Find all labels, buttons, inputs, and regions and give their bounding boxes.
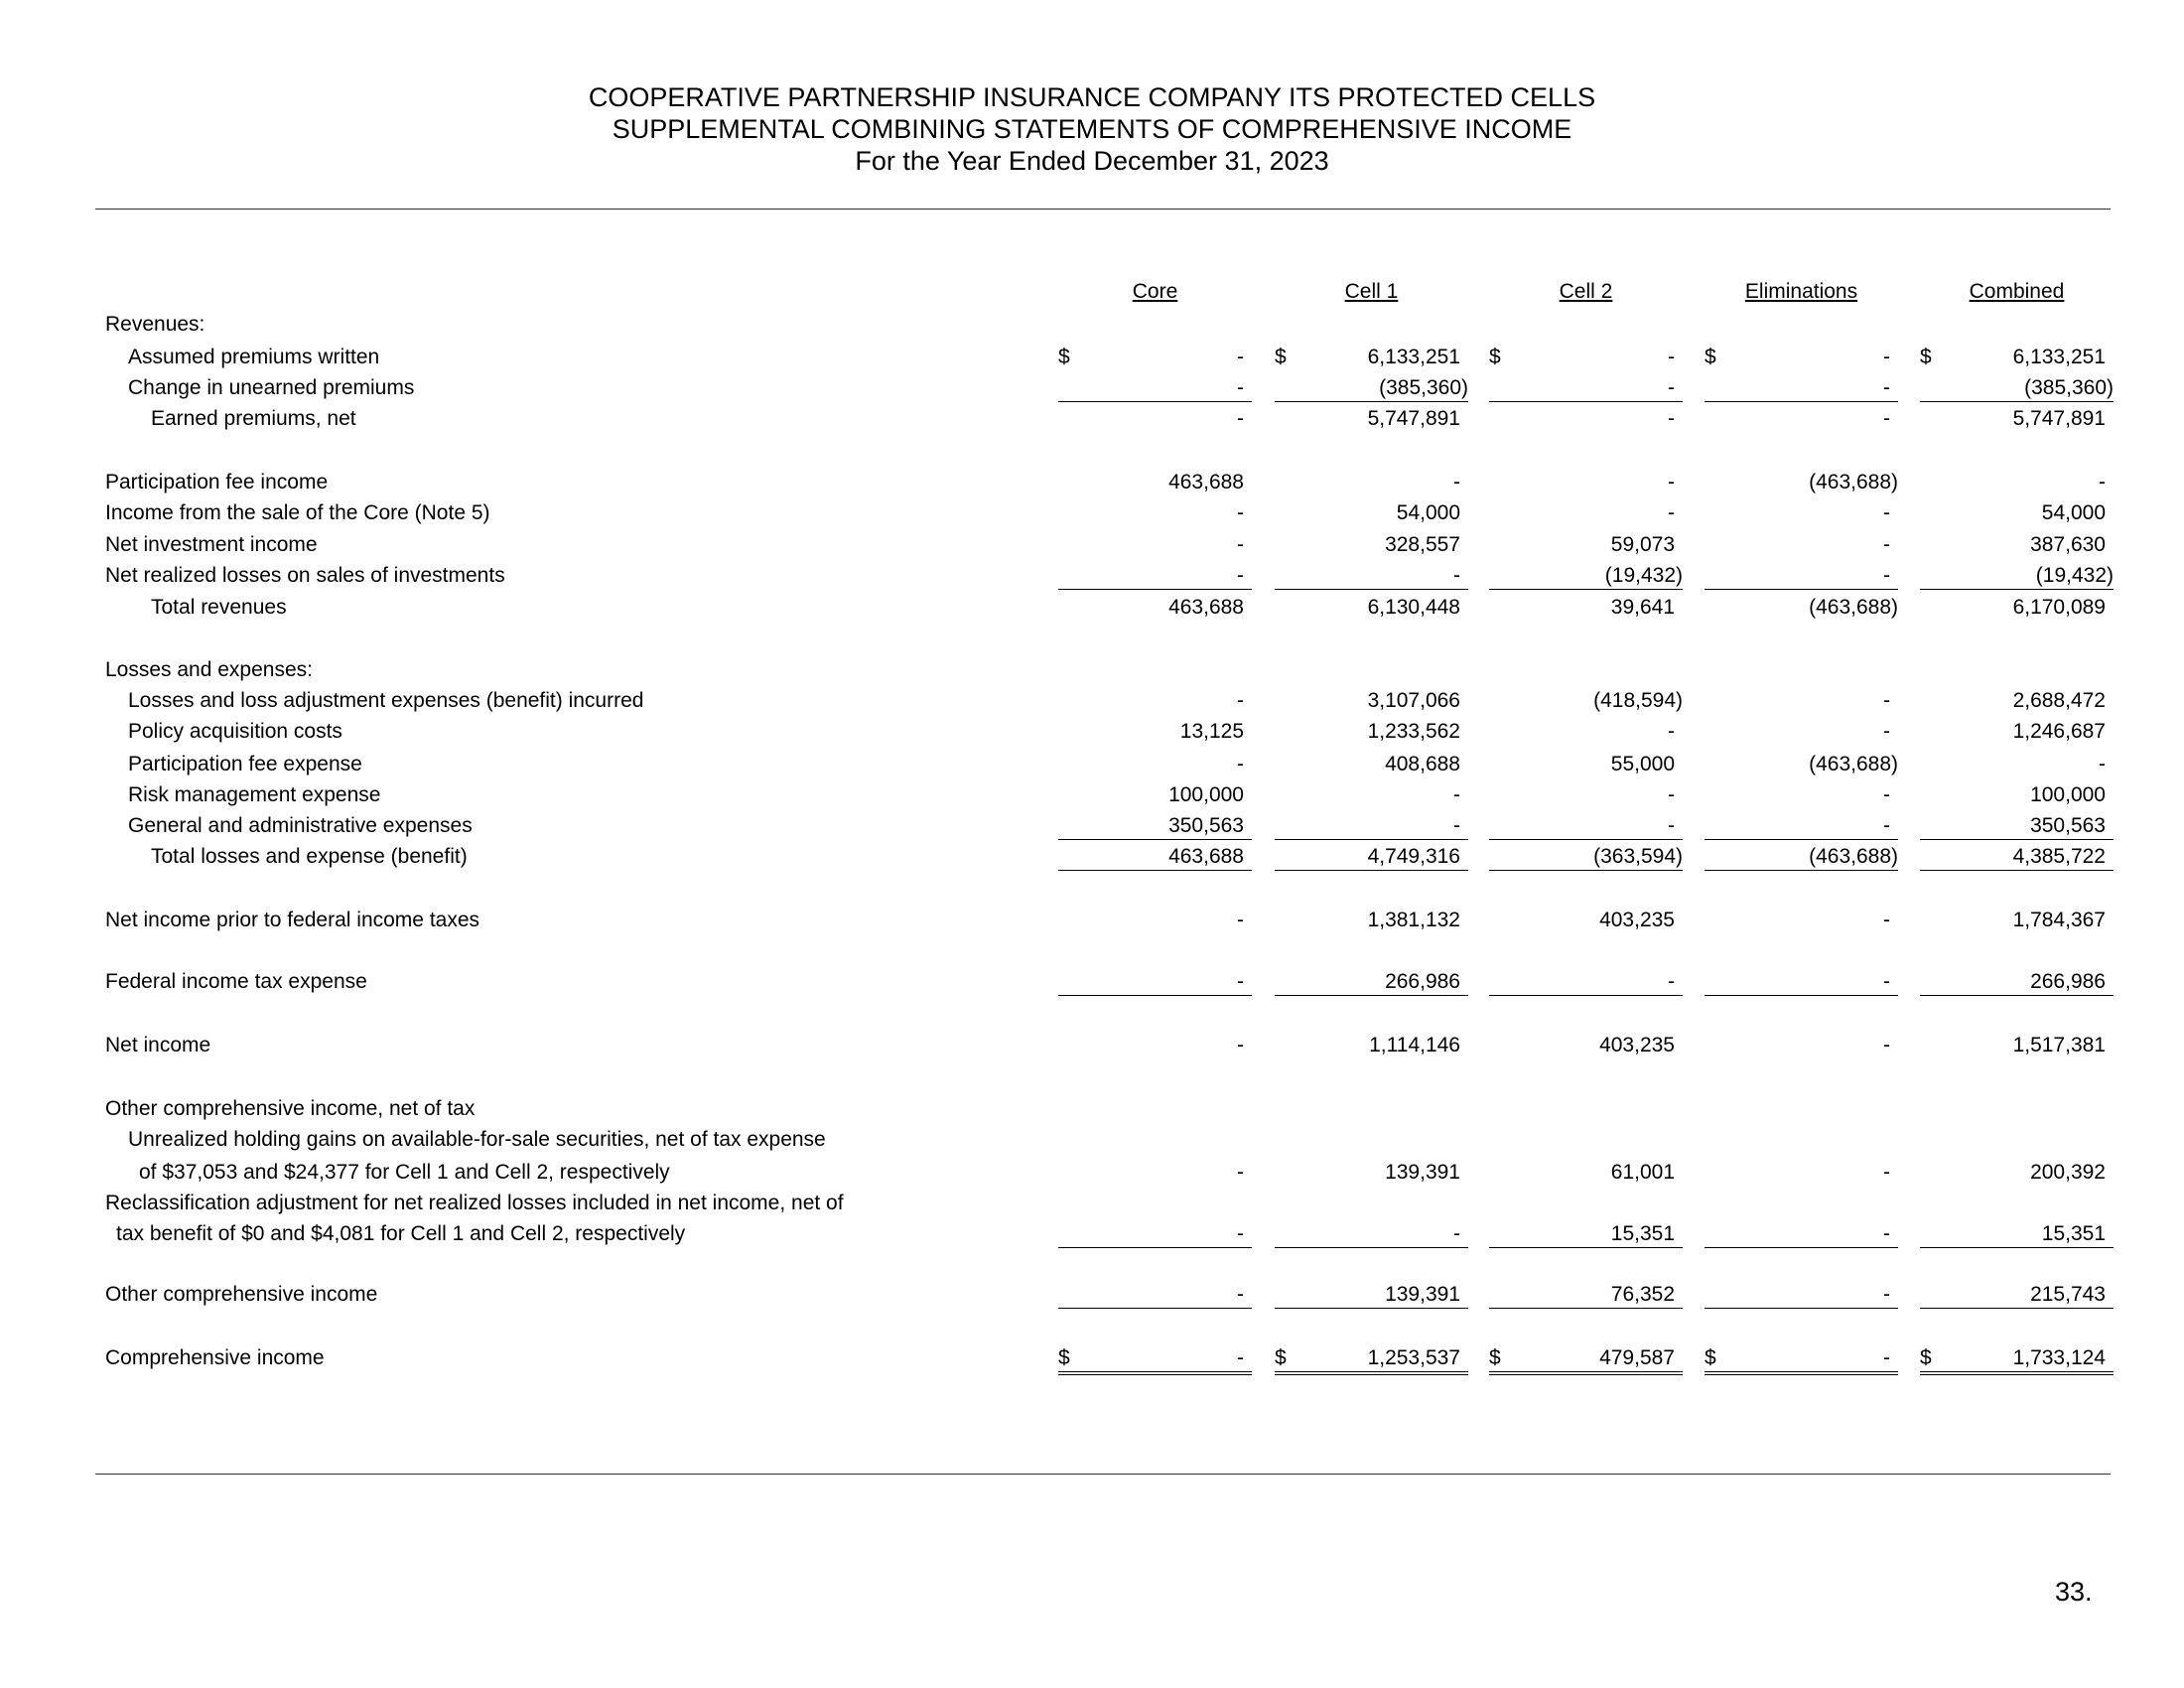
row-label: Risk management expense xyxy=(128,782,381,806)
cell-eliminations xyxy=(1705,844,1898,871)
row-label: of $37,053 and $24,377 for Cell 1 and Cell 2, respectively xyxy=(139,1160,670,1184)
row-label: Participation fee expense xyxy=(128,752,362,775)
cell-value: - xyxy=(1237,376,1244,400)
currency-symbol: $ xyxy=(1920,1345,1932,1369)
statement-row xyxy=(0,595,2184,621)
cell-combined xyxy=(1920,500,2114,526)
cell-core xyxy=(1058,688,1252,714)
cell-value: - xyxy=(1237,752,1244,775)
cell-value: 350,563 xyxy=(1168,814,1244,838)
cell-cell-2 xyxy=(1489,969,1683,996)
cell-value: 1,733,124 xyxy=(2012,1345,2106,1369)
currency-symbol: $ xyxy=(1489,346,1501,369)
statement-row xyxy=(0,1096,2184,1122)
cell-value: - xyxy=(1237,1160,1244,1184)
cell-value: 350,563 xyxy=(2030,814,2106,838)
cell-core xyxy=(1058,1345,1252,1375)
row-label: Other comprehensive income, net of tax xyxy=(105,1096,476,1120)
row-label: tax benefit of $0 and $4,081 for Cell 1 and Cell 2, respectively xyxy=(116,1222,686,1246)
cell-value: 403,235 xyxy=(1599,909,1675,932)
cell-value: - xyxy=(1237,501,1244,525)
cell-core xyxy=(1058,595,1252,621)
cell-value: - xyxy=(1883,376,1890,400)
cell-eliminations xyxy=(1705,752,1898,777)
cell-value: - xyxy=(1237,970,1244,994)
cell-value: - xyxy=(1237,532,1244,556)
cell-core xyxy=(1058,500,1252,526)
cell-core xyxy=(1058,532,1252,558)
cell-combined xyxy=(1920,595,2114,621)
cell-cell-2 xyxy=(1489,345,1683,370)
cell-value: 266,986 xyxy=(2030,970,2106,994)
cell-value: 387,630 xyxy=(2030,532,2106,556)
cell-value: - xyxy=(1237,563,1244,587)
cell-combined xyxy=(1920,563,2114,590)
cell-combined xyxy=(1920,1033,2114,1058)
statement-row xyxy=(0,406,2184,432)
cell-cell-2 xyxy=(1489,719,1683,745)
report-title-period: For the Year Ended December 31, 2023 xyxy=(855,146,1329,176)
cell-value: - xyxy=(1453,814,1460,838)
report-title-statement: SUPPLEMENTAL COMBINING STATEMENTS OF COMPREHENSIVE INCOME xyxy=(612,114,1572,144)
row-label: Net income prior to federal income taxes xyxy=(105,909,480,932)
cell-value: 4,749,316 xyxy=(1367,845,1460,869)
statement-row xyxy=(0,657,2184,683)
cell-value: 200,392 xyxy=(2030,1160,2106,1184)
cell-value: 139,391 xyxy=(1385,1283,1460,1307)
cell-value: - xyxy=(2099,752,2106,775)
currency-symbol: $ xyxy=(1275,1345,1287,1369)
cell-cell-2 xyxy=(1489,844,1683,871)
statement-row xyxy=(0,345,2184,370)
cell-cell-1 xyxy=(1275,844,1468,871)
cell-value: - xyxy=(1668,814,1675,838)
cell-value: - xyxy=(1883,782,1890,806)
cell-value: (19,432) xyxy=(2035,563,2114,587)
cell-value: - xyxy=(1237,407,1244,431)
cell-value: - xyxy=(1883,1222,1890,1246)
row-label: Revenues: xyxy=(105,313,205,337)
cell-eliminations xyxy=(1705,375,1898,402)
column-header: Cell 2 xyxy=(1559,280,1613,303)
cell-value: 6,133,251 xyxy=(1367,346,1460,369)
cell-value: 15,351 xyxy=(1610,1222,1675,1246)
cell-cell-1 xyxy=(1275,345,1468,370)
cell-cell-1 xyxy=(1275,688,1468,714)
top-divider xyxy=(95,209,2111,210)
cell-cell-2 xyxy=(1489,752,1683,777)
cell-value: - xyxy=(1237,688,1244,712)
cell-value: 403,235 xyxy=(1599,1034,1675,1057)
currency-symbol: $ xyxy=(1920,346,1932,369)
row-label: Net investment income xyxy=(105,532,318,556)
cell-value: - xyxy=(1883,814,1890,838)
row-label: Other comprehensive income xyxy=(105,1283,378,1307)
cell-cell-1 xyxy=(1275,406,1468,432)
cell-value: (19,432) xyxy=(1604,563,1683,587)
row-label: Participation fee income xyxy=(105,471,329,494)
cell-eliminations xyxy=(1705,719,1898,745)
cell-value: - xyxy=(1237,346,1244,369)
cell-eliminations xyxy=(1705,969,1898,996)
cell-value: (363,594) xyxy=(1593,845,1683,869)
cell-value: - xyxy=(1668,346,1675,369)
row-label: Net realized losses on sales of investments xyxy=(105,563,505,587)
cell-cell-2 xyxy=(1489,406,1683,432)
cell-cell-2 xyxy=(1489,375,1683,402)
cell-cell-2 xyxy=(1489,595,1683,621)
row-label: Net income xyxy=(105,1034,211,1057)
cell-value: 1,253,537 xyxy=(1367,1345,1460,1369)
row-label: Assumed premiums written xyxy=(128,346,380,369)
cell-value: 3,107,066 xyxy=(1367,688,1460,712)
cell-value: 13,125 xyxy=(1179,720,1244,744)
cell-combined xyxy=(1920,345,2114,370)
cell-cell-1 xyxy=(1275,719,1468,745)
cell-eliminations xyxy=(1705,688,1898,714)
cell-cell-2 xyxy=(1489,563,1683,590)
currency-symbol: $ xyxy=(1275,346,1287,369)
cell-value: 408,688 xyxy=(1385,752,1460,775)
cell-core xyxy=(1058,470,1252,495)
row-label: Income from the sale of the Core (Note 5) xyxy=(105,501,490,525)
cell-eliminations xyxy=(1705,500,1898,526)
statement-row xyxy=(0,844,2184,870)
cell-cell-2 xyxy=(1489,532,1683,558)
cell-core xyxy=(1058,844,1252,871)
cell-value: 266,986 xyxy=(1385,970,1460,994)
cell-value: 1,517,381 xyxy=(2012,1034,2106,1057)
cell-cell-1 xyxy=(1275,375,1468,402)
cell-value: - xyxy=(1883,407,1890,431)
currency-symbol: $ xyxy=(1705,346,1716,369)
cell-value: - xyxy=(1883,346,1890,369)
column-header: Eliminations xyxy=(1744,280,1858,303)
statement-row xyxy=(0,752,2184,777)
cell-core xyxy=(1058,782,1252,808)
cell-value: 76,352 xyxy=(1610,1283,1675,1307)
cell-value: 15,351 xyxy=(2041,1222,2106,1246)
cell-value: 39,641 xyxy=(1610,596,1675,620)
cell-eliminations xyxy=(1705,470,1898,495)
cell-value: 6,130,448 xyxy=(1367,596,1460,620)
column-header: Core xyxy=(1132,280,1178,303)
cell-core xyxy=(1058,406,1252,432)
row-label: Federal income tax expense xyxy=(105,970,367,994)
cell-value: 59,073 xyxy=(1610,532,1675,556)
currency-symbol: $ xyxy=(1058,1345,1070,1369)
cell-value: 61,001 xyxy=(1610,1160,1675,1184)
cell-combined xyxy=(1920,813,2114,840)
column-header: Combined xyxy=(1969,280,2065,303)
statement-row xyxy=(0,532,2184,558)
cell-value: (463,688) xyxy=(1809,596,1898,620)
cell-core xyxy=(1058,1282,1252,1309)
cell-value: - xyxy=(1237,1345,1244,1369)
statement-row xyxy=(0,1345,2184,1371)
cell-combined xyxy=(1920,470,2114,495)
cell-combined xyxy=(1920,752,2114,777)
cell-value: - xyxy=(1668,970,1675,994)
row-label: Policy acquisition costs xyxy=(128,720,342,744)
cell-core xyxy=(1058,375,1252,402)
cell-value: - xyxy=(1668,376,1675,400)
cell-value: (385,360) xyxy=(1379,376,1468,400)
cell-value: 5,747,891 xyxy=(1367,407,1460,431)
row-label: Total revenues xyxy=(151,596,287,620)
cell-eliminations xyxy=(1705,1221,1898,1248)
cell-value: 5,747,891 xyxy=(2012,407,2106,431)
statement-row xyxy=(0,719,2184,745)
cell-value: - xyxy=(1237,1034,1244,1057)
column-header: Cell 1 xyxy=(1344,280,1399,303)
cell-value: 1,233,562 xyxy=(1367,720,1460,744)
cell-cell-2 xyxy=(1489,470,1683,495)
cell-value: - xyxy=(1883,1345,1890,1369)
cell-core xyxy=(1058,752,1252,777)
statement-row xyxy=(0,1282,2184,1308)
cell-value: - xyxy=(1668,407,1675,431)
cell-cell-2 xyxy=(1489,500,1683,526)
cell-core xyxy=(1058,563,1252,590)
cell-eliminations xyxy=(1705,782,1898,808)
cell-value: 1,246,687 xyxy=(2012,720,2106,744)
cell-value: - xyxy=(1453,782,1460,806)
cell-eliminations xyxy=(1705,563,1898,590)
cell-value: - xyxy=(2099,471,2106,494)
row-label: Comprehensive income xyxy=(105,1345,325,1369)
cell-value: 139,391 xyxy=(1385,1160,1460,1184)
cell-cell-1 xyxy=(1275,1345,1468,1375)
cell-value: 1,784,367 xyxy=(2012,909,2106,932)
row-label: Earned premiums, net xyxy=(151,407,356,431)
cell-value: 463,688 xyxy=(1168,471,1244,494)
cell-core xyxy=(1058,908,1252,933)
cell-eliminations xyxy=(1705,908,1898,933)
cell-value: - xyxy=(1237,909,1244,932)
cell-combined xyxy=(1920,1221,2114,1248)
cell-value: - xyxy=(1668,501,1675,525)
cell-core xyxy=(1058,719,1252,745)
cell-combined xyxy=(1920,406,2114,432)
cell-eliminations xyxy=(1705,1033,1898,1058)
cell-cell-2 xyxy=(1489,1282,1683,1309)
cell-value: - xyxy=(1883,970,1890,994)
cell-cell-2 xyxy=(1489,1033,1683,1058)
cell-cell-1 xyxy=(1275,908,1468,933)
statement-row xyxy=(0,688,2184,714)
cell-value: (463,688) xyxy=(1809,752,1898,775)
cell-cell-2 xyxy=(1489,1345,1683,1375)
cell-combined xyxy=(1920,782,2114,808)
cell-value: - xyxy=(1453,563,1460,587)
cell-cell-2 xyxy=(1489,1160,1683,1186)
cell-value: - xyxy=(1453,471,1460,494)
cell-core xyxy=(1058,813,1252,840)
cell-combined xyxy=(1920,532,2114,558)
currency-symbol: $ xyxy=(1489,1345,1501,1369)
statement-row xyxy=(0,1033,2184,1058)
statement-row xyxy=(0,1127,2184,1153)
cell-value: (385,360) xyxy=(2024,376,2114,400)
cell-value: 463,688 xyxy=(1168,845,1244,869)
statement-row xyxy=(0,1160,2184,1186)
row-label: Unrealized holding gains on available-for-sale securities, net of tax expense xyxy=(128,1128,826,1152)
statement-row xyxy=(0,312,2184,338)
cell-value: 1,381,132 xyxy=(1367,909,1460,932)
cell-eliminations xyxy=(1705,406,1898,432)
cell-combined xyxy=(1920,1160,2114,1186)
row-label: Losses and expenses: xyxy=(105,657,313,681)
cell-value: (418,594) xyxy=(1593,688,1683,712)
cell-value: 54,000 xyxy=(2041,501,2106,525)
cell-value: - xyxy=(1883,1034,1890,1057)
cell-core xyxy=(1058,1033,1252,1058)
cell-cell-1 xyxy=(1275,1160,1468,1186)
cell-value: 2,688,472 xyxy=(2012,688,2106,712)
cell-combined xyxy=(1920,1282,2114,1309)
statement-row xyxy=(0,470,2184,495)
cell-value: 6,170,089 xyxy=(2012,596,2106,620)
cell-combined xyxy=(1920,719,2114,745)
cell-value: - xyxy=(1237,1283,1244,1307)
cell-cell-1 xyxy=(1275,782,1468,808)
statement-row xyxy=(0,563,2184,589)
row-label: Change in unearned premiums xyxy=(128,376,415,400)
row-label: Total losses and expense (benefit) xyxy=(151,845,468,869)
statement-row xyxy=(0,782,2184,808)
cell-cell-1 xyxy=(1275,752,1468,777)
cell-value: 463,688 xyxy=(1168,596,1244,620)
cell-value: 479,587 xyxy=(1599,1345,1675,1369)
row-label: Reclassification adjustment for net realized losses included in net income, net of xyxy=(105,1191,844,1214)
statement-row xyxy=(0,375,2184,401)
cell-value: 1,114,146 xyxy=(1369,1034,1460,1057)
cell-eliminations xyxy=(1705,532,1898,558)
cell-core xyxy=(1058,969,1252,996)
cell-value: - xyxy=(1883,1283,1890,1307)
cell-combined xyxy=(1920,908,2114,933)
cell-cell-1 xyxy=(1275,1221,1468,1248)
cell-core xyxy=(1058,1221,1252,1248)
cell-cell-2 xyxy=(1489,688,1683,714)
cell-eliminations xyxy=(1705,1160,1898,1186)
cell-value: - xyxy=(1883,909,1890,932)
report-title-entity: COOPERATIVE PARTNERSHIP INSURANCE COMPANY ITS PROTECTED CELLS xyxy=(588,82,1596,112)
cell-value: 55,000 xyxy=(1610,752,1675,775)
cell-cell-1 xyxy=(1275,532,1468,558)
statement-row xyxy=(0,969,2184,995)
cell-combined xyxy=(1920,969,2114,996)
cell-value: - xyxy=(1883,532,1890,556)
row-label: Losses and loss adjustment expenses (benefit) incurred xyxy=(128,688,644,712)
cell-cell-2 xyxy=(1489,1221,1683,1248)
cell-cell-1 xyxy=(1275,969,1468,996)
cell-cell-1 xyxy=(1275,813,1468,840)
cell-value: - xyxy=(1668,720,1675,744)
cell-value: 100,000 xyxy=(1168,782,1244,806)
cell-eliminations xyxy=(1705,595,1898,621)
cell-value: - xyxy=(1883,688,1890,712)
cell-value: 328,557 xyxy=(1385,532,1460,556)
statement-row xyxy=(0,1191,2184,1216)
cell-combined xyxy=(1920,688,2114,714)
cell-value: (463,688) xyxy=(1809,471,1898,494)
cell-value: (463,688) xyxy=(1809,845,1898,869)
cell-value: 215,743 xyxy=(2030,1283,2106,1307)
cell-cell-1 xyxy=(1275,1033,1468,1058)
cell-value: 54,000 xyxy=(1396,501,1460,525)
cell-cell-1 xyxy=(1275,563,1468,590)
cell-cell-1 xyxy=(1275,470,1468,495)
cell-value: - xyxy=(1883,1160,1890,1184)
cell-eliminations xyxy=(1705,345,1898,370)
cell-value: - xyxy=(1453,1222,1460,1246)
cell-cell-1 xyxy=(1275,1282,1468,1309)
cell-cell-2 xyxy=(1489,813,1683,840)
cell-combined xyxy=(1920,375,2114,402)
cell-value: - xyxy=(1668,782,1675,806)
cell-combined xyxy=(1920,1345,2114,1375)
cell-value: 100,000 xyxy=(2030,782,2106,806)
cell-core xyxy=(1058,345,1252,370)
cell-value: - xyxy=(1883,720,1890,744)
cell-value: - xyxy=(1883,501,1890,525)
bottom-divider xyxy=(95,1474,2111,1475)
cell-combined xyxy=(1920,844,2114,871)
cell-cell-1 xyxy=(1275,595,1468,621)
cell-value: - xyxy=(1668,471,1675,494)
cell-eliminations xyxy=(1705,813,1898,840)
cell-value: 6,133,251 xyxy=(2012,346,2106,369)
currency-symbol: $ xyxy=(1705,1345,1716,1369)
cell-cell-2 xyxy=(1489,908,1683,933)
cell-eliminations xyxy=(1705,1282,1898,1309)
row-label: General and administrative expenses xyxy=(128,814,473,838)
currency-symbol: $ xyxy=(1058,346,1070,369)
cell-core xyxy=(1058,1160,1252,1186)
cell-cell-2 xyxy=(1489,782,1683,808)
statement-row xyxy=(0,813,2184,839)
page-number: 33. xyxy=(2055,1577,2093,1607)
cell-value: 4,385,722 xyxy=(2012,845,2106,869)
statement-row xyxy=(0,500,2184,526)
cell-value: - xyxy=(1237,1222,1244,1246)
cell-eliminations xyxy=(1705,1345,1898,1375)
statement-row xyxy=(0,1221,2184,1247)
cell-value: - xyxy=(1883,563,1890,587)
cell-cell-1 xyxy=(1275,500,1468,526)
statement-row xyxy=(0,908,2184,933)
